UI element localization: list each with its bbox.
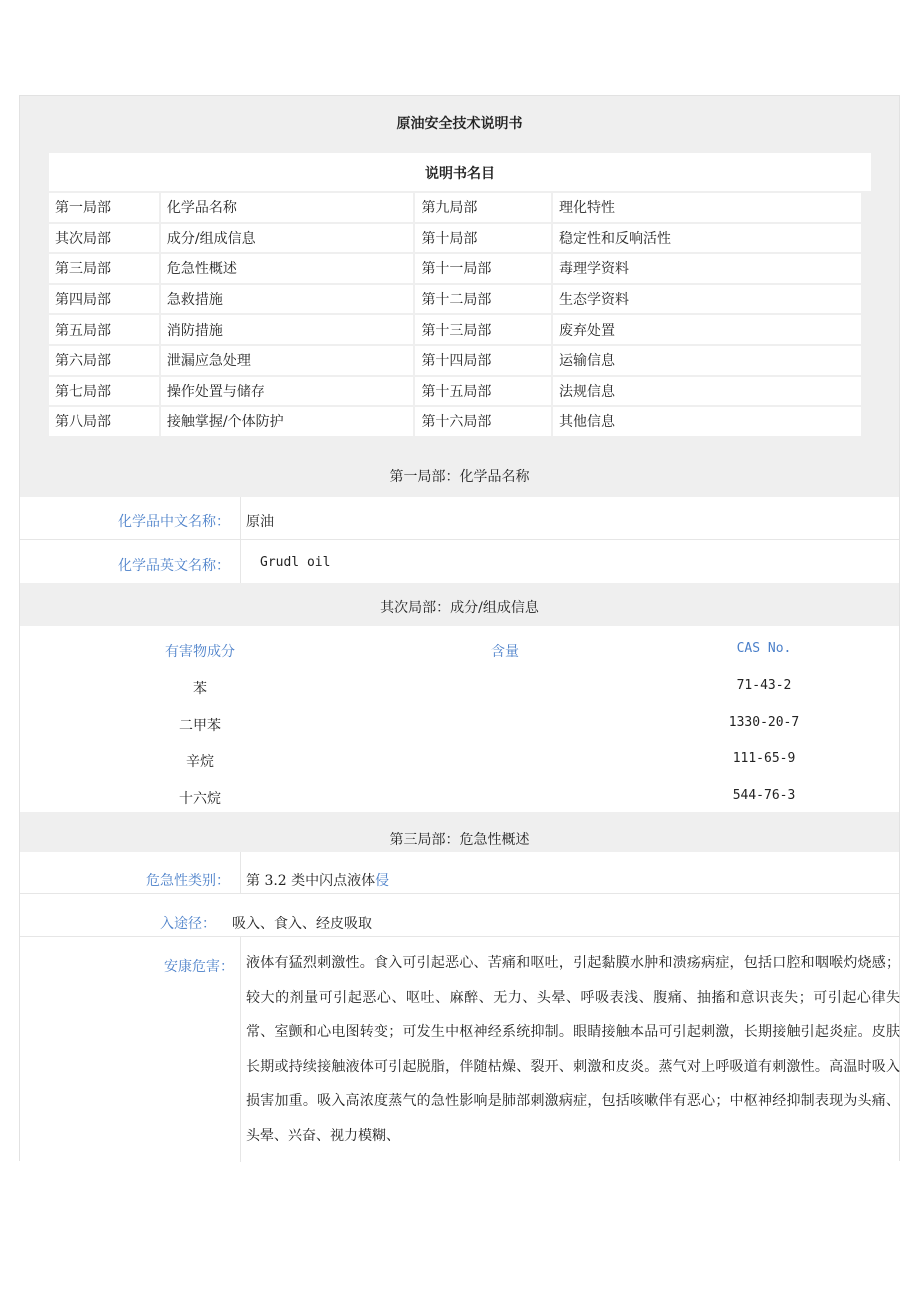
toc-part-number: 第六局部 [49, 346, 159, 375]
toc-heading: 说明书名目 [49, 153, 871, 191]
toc-part-title: 废弃处置 [553, 315, 861, 344]
toc-part-number: 第十五局部 [415, 377, 551, 406]
component-cas: 544-76-3 [732, 788, 796, 803]
component-name: 二甲苯 [179, 718, 221, 734]
msds-document [19, 95, 900, 1161]
section3-heading: 第三局部：危急性概述 [389, 832, 530, 848]
toc-part-number: 第九局部 [415, 193, 551, 222]
toc-part-title: 法规信息 [553, 377, 861, 406]
toc-row [49, 315, 861, 344]
row-divider [20, 893, 899, 894]
health-hazard-label: 安康危害： [164, 959, 234, 975]
col-header-content: 含量 [491, 644, 519, 660]
section2-heading: 其次局部：成分/组成信息 [380, 600, 539, 616]
toc-part-number: 第七局部 [49, 377, 159, 406]
toc-part-number: 第十一局部 [415, 254, 551, 283]
column-divider [240, 852, 241, 893]
section3-table [20, 852, 899, 1162]
toc-part-title: 理化特性 [553, 193, 861, 222]
toc-row [49, 254, 861, 283]
component-name: 辛烷 [186, 754, 214, 770]
toc-part-number: 第四局部 [49, 285, 159, 314]
column-divider [240, 937, 241, 1162]
row-divider [20, 936, 899, 937]
toc-part-title: 生态学资料 [553, 285, 861, 314]
toc-part-number: 第十局部 [415, 224, 551, 253]
toc-part-number: 第三局部 [49, 254, 159, 283]
hazard-class-text: 第 3.2 类中闪点液体 [246, 873, 376, 889]
composition-table [20, 626, 899, 812]
toc-part-number: 第十三局部 [415, 315, 551, 344]
toc-part-title: 急救措施 [161, 285, 414, 314]
hazard-class-suffix: 侵 [375, 873, 390, 889]
route-label: 入途径： [160, 916, 216, 932]
toc-row [49, 407, 861, 436]
health-hazard-text: 液体有猛烈刺激性。食入可引起恶心、苦痛和呕吐，引起黏膜水肿和溃疡病症，包括口腔和咽喉灼烧感；较大的剂量可引起恶心、呕吐、麻醉、无力、头晕、呼吸表浅、腹痛、抽搐和意识丧失；可引起心律失常、室颤和心电图转变；可发生中枢神经系统抑制。眼睛接触本品可引起刺激，长期接触引起炎症。皮肤长期或持续接触液体可引起脱脂，伴随枯燥、裂开、刺激和皮炎。蒸气对上呼吸道有刺激性。高温时吸入损害加重。吸入高浓度蒸气的急性影响是肺部刺激病症，包括咳嗽伴有恶心；中枢神经抑制表现为头痛、头晕、兴奋、视力模糊、 [246, 955, 900, 1144]
toc-part-number: 第十六局部 [415, 407, 551, 436]
toc-row [49, 193, 861, 222]
toc-part-title: 毒理学资料 [553, 254, 861, 283]
section1-table [20, 497, 899, 583]
toc-part-number: 第十四局部 [415, 346, 551, 375]
toc-part-title: 稳定性和反响活性 [553, 224, 861, 253]
toc-part-title: 操作处置与储存 [161, 377, 414, 406]
toc-row [49, 377, 861, 406]
col-header-cas: CAS No. [736, 641, 792, 656]
hazard-class-value [246, 870, 389, 890]
toc-table [49, 153, 871, 438]
toc-part-number: 第十二局部 [415, 285, 551, 314]
cn-name-value: 原油 [246, 514, 274, 530]
toc-part-title: 运输信息 [553, 346, 861, 375]
toc-part-title: 接触掌握/个体防护 [161, 407, 414, 436]
component-cas: 71-43-2 [736, 678, 792, 693]
component-cas: 111-65-9 [732, 751, 796, 766]
toc-part-title: 其他信息 [553, 407, 861, 436]
toc-part-title: 危急性概述 [161, 254, 414, 283]
column-divider [240, 497, 241, 583]
toc-row [49, 346, 861, 375]
row-divider [20, 539, 899, 540]
toc-part-title: 泄漏应急处理 [161, 346, 414, 375]
hazard-class-label: 危急性类别： [146, 873, 230, 889]
component-name: 十六烷 [179, 791, 221, 807]
section1-heading: 第一局部：化学品名称 [389, 469, 530, 485]
component-name: 苯 [193, 681, 207, 697]
toc-row [49, 285, 861, 314]
route-value: 吸入、食入、经皮吸取 [232, 916, 372, 932]
toc-row [49, 224, 861, 253]
toc-part-title: 消防措施 [161, 315, 414, 344]
toc-part-number: 其次局部 [49, 224, 159, 253]
toc-part-title: 成分/组成信息 [161, 224, 414, 253]
en-name-label: 化学品英文名称： [118, 558, 230, 574]
component-cas: 1330-20-7 [728, 715, 800, 730]
document-title: 原油安全技术说明书 [396, 116, 523, 132]
toc-part-number: 第五局部 [49, 315, 159, 344]
col-header-component: 有害物成分 [165, 644, 235, 660]
toc-part-number: 第八局部 [49, 407, 159, 436]
en-name-value: Grudl oil [260, 555, 331, 570]
cn-name-label: 化学品中文名称： [118, 514, 230, 530]
toc-part-number: 第一局部 [49, 193, 159, 222]
toc-part-title: 化学品名称 [161, 193, 414, 222]
